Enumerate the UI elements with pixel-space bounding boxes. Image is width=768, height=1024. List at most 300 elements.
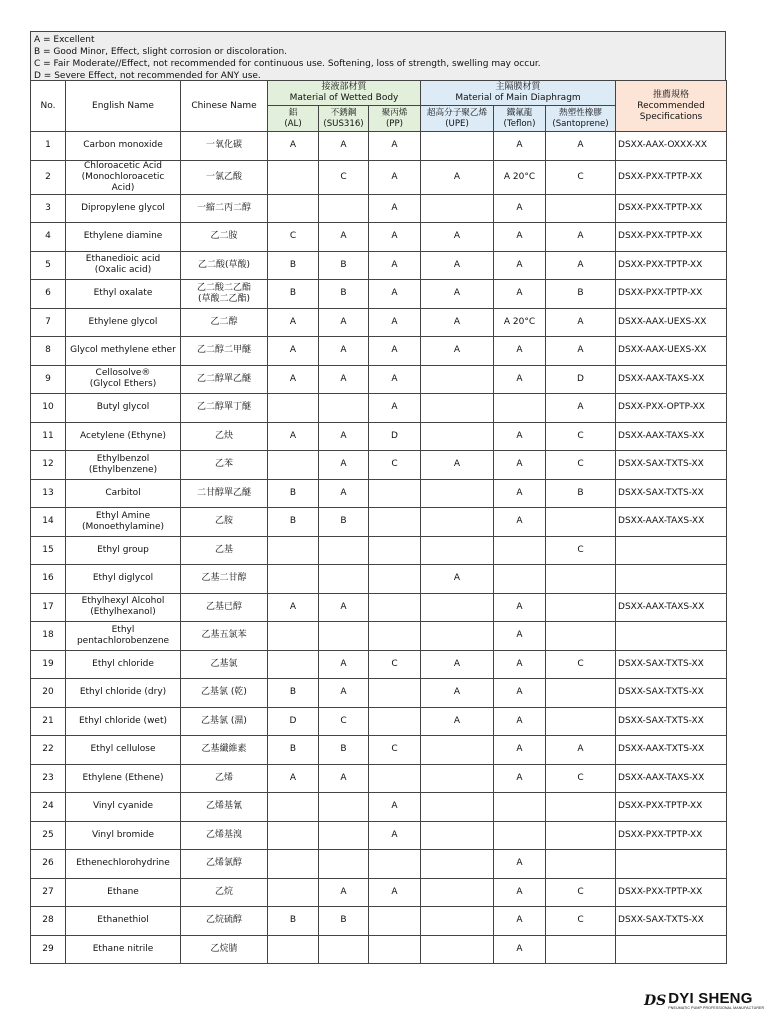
rating-al xyxy=(268,650,319,679)
rating-pp: D xyxy=(369,422,421,451)
row-number: 24 xyxy=(31,793,66,822)
rating-pp xyxy=(369,907,421,936)
english-name-line: Cellosolve® xyxy=(95,368,151,379)
rating-al xyxy=(268,451,319,480)
rating-teflon xyxy=(494,565,546,594)
english-name-line: (Ethylbenzene) xyxy=(88,464,158,475)
rating-santo: C xyxy=(546,878,616,907)
rating-sus: A xyxy=(319,132,369,161)
rating-upe xyxy=(421,479,494,508)
row-number: 6 xyxy=(31,280,66,309)
rating-al xyxy=(268,565,319,594)
table-row xyxy=(31,422,727,451)
table-row xyxy=(31,650,727,679)
chinese-name xyxy=(181,907,268,936)
recommended-spec: DSXX-PXX-TPTP-XX xyxy=(616,878,727,907)
header-rec-en2: Specifications xyxy=(639,111,703,122)
rating-al: A xyxy=(268,132,319,161)
rating-sus: B xyxy=(319,280,369,309)
row-number: 23 xyxy=(31,764,66,793)
recommended-spec: DSXX-PXX-TPTP-XX xyxy=(616,280,727,309)
chinese-name xyxy=(181,280,268,309)
row-number: 3 xyxy=(31,194,66,223)
rating-teflon: A xyxy=(494,907,546,936)
english-name-line: Ethyl group xyxy=(97,544,149,555)
rating-upe xyxy=(421,821,494,850)
english-name xyxy=(66,337,181,366)
english-name xyxy=(66,451,181,480)
rating-sus: B xyxy=(319,508,369,537)
legend-line-d: D = Severe Effect, not recommended for ANY use. xyxy=(34,71,261,81)
rating-upe xyxy=(421,850,494,879)
rating-al: A xyxy=(268,337,319,366)
recommended-spec: DSXX-AAX-UEXS-XX xyxy=(616,337,727,366)
recommended-spec: DSXX-AAX-TAXS-XX xyxy=(616,508,727,537)
rating-teflon: A 20°C xyxy=(494,308,546,337)
english-name xyxy=(66,160,181,194)
rating-sus: A xyxy=(319,308,369,337)
rating-pp: A xyxy=(369,821,421,850)
rating-upe xyxy=(421,365,494,394)
english-name xyxy=(66,223,181,252)
table-row xyxy=(31,223,727,252)
english-name xyxy=(66,736,181,765)
chinese-name xyxy=(181,850,268,879)
row-number: 5 xyxy=(31,251,66,280)
chinese-name xyxy=(181,223,268,252)
row-number: 21 xyxy=(31,707,66,736)
rating-santo: C xyxy=(546,764,616,793)
rating-santo xyxy=(546,679,616,708)
row-number: 17 xyxy=(31,593,66,622)
english-name xyxy=(66,793,181,822)
table-row xyxy=(31,479,727,508)
english-name-line: Chloroacetic Acid xyxy=(83,160,162,171)
chemical-compatibility-table xyxy=(30,80,727,964)
table-row xyxy=(31,365,727,394)
rating-teflon: A 20°C xyxy=(494,160,546,194)
rating-al: B xyxy=(268,251,319,280)
english-name xyxy=(66,365,181,394)
chinese-name-line: 乙基五氯苯 xyxy=(201,630,247,641)
chinese-name-line: 乙二酸(草酸) xyxy=(197,259,251,270)
rating-al xyxy=(268,850,319,879)
rating-teflon xyxy=(494,821,546,850)
row-number: 16 xyxy=(31,565,66,594)
rating-upe xyxy=(421,422,494,451)
table-row xyxy=(31,821,727,850)
header-material-upe xyxy=(421,106,494,132)
english-name-line: Ethylene (Ethene) xyxy=(82,772,164,783)
rating-teflon: A xyxy=(494,194,546,223)
english-name xyxy=(66,764,181,793)
recommended-spec: DSXX-PXX-TPTP-XX xyxy=(616,223,727,252)
rating-pp: A xyxy=(369,878,421,907)
table-row xyxy=(31,280,727,309)
rating-sus: B xyxy=(319,251,369,280)
chinese-name-line: 乙二酸二乙酯 xyxy=(196,282,251,293)
rating-sus xyxy=(319,536,369,565)
rating-teflon: A xyxy=(494,479,546,508)
rating-al: C xyxy=(268,223,319,252)
rating-santo: A xyxy=(546,132,616,161)
rating-upe xyxy=(421,194,494,223)
rating-pp: A xyxy=(369,793,421,822)
english-name xyxy=(66,850,181,879)
rating-sus xyxy=(319,935,369,964)
rating-santo xyxy=(546,508,616,537)
chinese-name-line: 乙烷硫醇 xyxy=(205,915,242,926)
rating-pp: A xyxy=(369,365,421,394)
header-rec-cn: 推薦規格 xyxy=(653,89,690,100)
english-name xyxy=(66,536,181,565)
row-number: 2 xyxy=(31,160,66,194)
rating-pp xyxy=(369,764,421,793)
english-name xyxy=(66,650,181,679)
chinese-name-line: 乙烯基溴 xyxy=(205,829,242,840)
material-cn: 超高分子聚乙烯 xyxy=(426,107,488,118)
rating-pp xyxy=(369,536,421,565)
chinese-name xyxy=(181,650,268,679)
table-row xyxy=(31,622,727,651)
rating-teflon: A xyxy=(494,365,546,394)
rating-upe xyxy=(421,132,494,161)
row-number: 13 xyxy=(31,479,66,508)
chinese-name-line: (草酸二乙酯) xyxy=(197,293,251,304)
rating-santo: B xyxy=(546,280,616,309)
recommended-spec: DSXX-SAX-TXTS-XX xyxy=(616,479,727,508)
row-number: 10 xyxy=(31,394,66,423)
rating-sus xyxy=(319,793,369,822)
rating-pp: C xyxy=(369,650,421,679)
rating-santo xyxy=(546,935,616,964)
material-cn: 聚丙烯 xyxy=(381,107,408,118)
chinese-name xyxy=(181,793,268,822)
rating-teflon: A xyxy=(494,280,546,309)
rating-santo xyxy=(546,593,616,622)
header-diaphragm-en: Material of Main Diaphragm xyxy=(455,93,581,103)
rating-sus xyxy=(319,622,369,651)
row-number: 7 xyxy=(31,308,66,337)
rating-teflon: A xyxy=(494,707,546,736)
chinese-name xyxy=(181,365,268,394)
rating-upe xyxy=(421,764,494,793)
recommended-spec: DSXX-AAX-UEXS-XX xyxy=(616,308,727,337)
english-name-line: (Monochloroacetic xyxy=(81,171,165,182)
english-name xyxy=(66,821,181,850)
english-name-line: Ethyl xyxy=(111,624,135,635)
row-number: 26 xyxy=(31,850,66,879)
english-name xyxy=(66,565,181,594)
english-name xyxy=(66,394,181,423)
rating-teflon: A xyxy=(494,593,546,622)
recommended-spec: DSXX-AAX-TAXS-XX xyxy=(616,365,727,394)
rating-pp: A xyxy=(369,394,421,423)
rating-santo: D xyxy=(546,365,616,394)
material-cn: 不銹鋼 xyxy=(330,107,357,118)
english-name-line: Ethylene diamine xyxy=(83,231,163,242)
rating-al xyxy=(268,160,319,194)
rating-pp xyxy=(369,850,421,879)
recommended-spec: DSXX-PXX-TPTP-XX xyxy=(616,160,727,194)
chinese-name-line: 乙二胺 xyxy=(210,231,238,242)
chinese-name xyxy=(181,736,268,765)
rating-teflon: A xyxy=(494,132,546,161)
rating-al: A xyxy=(268,764,319,793)
rating-pp: A xyxy=(369,160,421,194)
row-number: 18 xyxy=(31,622,66,651)
header-material-sus316 xyxy=(319,106,369,132)
english-name-line: Ethylhexyl Alcohol xyxy=(81,596,165,607)
english-name-line: (Glycol Ethers) xyxy=(89,379,157,390)
row-number: 27 xyxy=(31,878,66,907)
chinese-name-line: 乙烯氯醇 xyxy=(205,858,242,869)
material-en: (Santoprene) xyxy=(552,118,609,129)
chinese-name-line: 乙烷 xyxy=(214,886,233,897)
table-row xyxy=(31,394,727,423)
rating-sus: B xyxy=(319,736,369,765)
recommended-spec xyxy=(616,622,727,651)
rating-upe xyxy=(421,508,494,537)
recommended-spec: DSXX-PXX-TPTP-XX xyxy=(616,821,727,850)
chinese-name xyxy=(181,878,268,907)
english-name-line: Dipropylene glycol xyxy=(81,202,165,213)
recommended-spec: DSXX-SAX-TXTS-XX xyxy=(616,650,727,679)
rating-santo xyxy=(546,850,616,879)
header-material-teflon xyxy=(494,106,546,132)
rating-santo: C xyxy=(546,907,616,936)
rating-teflon: A xyxy=(494,508,546,537)
rating-al: A xyxy=(268,422,319,451)
rating-sus: A xyxy=(319,479,369,508)
chinese-name-line: 乙二醇單丁醚 xyxy=(196,402,251,413)
recommended-spec: DSXX-PXX-TPTP-XX xyxy=(616,793,727,822)
english-name-line: Carbitol xyxy=(105,487,141,498)
rating-sus: B xyxy=(319,907,369,936)
rating-pp: A xyxy=(369,337,421,366)
rating-sus: A xyxy=(319,650,369,679)
recommended-spec xyxy=(616,935,727,964)
row-number: 8 xyxy=(31,337,66,366)
row-number: 12 xyxy=(31,451,66,480)
rating-al xyxy=(268,394,319,423)
rating-teflon: A xyxy=(494,679,546,708)
rating-al: B xyxy=(268,508,319,537)
recommended-spec: DSXX-AAX-TAXS-XX xyxy=(616,593,727,622)
rating-upe xyxy=(421,593,494,622)
table-row xyxy=(31,337,727,366)
chinese-name-line: 一氯乙酸 xyxy=(205,171,242,182)
rating-sus: A xyxy=(319,422,369,451)
rating-upe xyxy=(421,935,494,964)
chinese-name xyxy=(181,935,268,964)
rating-pp xyxy=(369,565,421,594)
row-number: 22 xyxy=(31,736,66,765)
rating-santo: A xyxy=(546,251,616,280)
material-en: (SUS316) xyxy=(323,118,364,129)
chinese-name-line: 乙基 xyxy=(214,544,233,555)
header-diaphragm-cn: 主隔膜材質 xyxy=(495,82,541,92)
chinese-name xyxy=(181,160,268,194)
english-name-line: Ethyl chloride (dry) xyxy=(79,687,167,698)
chinese-name xyxy=(181,536,268,565)
rating-santo: A xyxy=(546,736,616,765)
table-row xyxy=(31,251,727,280)
rating-teflon: A xyxy=(494,337,546,366)
chinese-name-line: 乙苯 xyxy=(214,459,233,470)
rating-sus xyxy=(319,194,369,223)
table-row xyxy=(31,565,727,594)
row-number: 4 xyxy=(31,223,66,252)
rating-sus xyxy=(319,394,369,423)
chinese-name-line: 乙烷腈 xyxy=(210,943,238,954)
rating-teflon xyxy=(494,793,546,822)
rating-al xyxy=(268,878,319,907)
english-name xyxy=(66,593,181,622)
chinese-name-line: 乙二醇二甲醚 xyxy=(196,345,251,356)
chinese-name-line: 一縮二丙二醇 xyxy=(196,202,251,213)
recommended-spec: DSXX-AAX-TAXS-XX xyxy=(616,422,727,451)
rating-teflon xyxy=(494,394,546,423)
english-name-line: Acetylene (Ethyne) xyxy=(80,430,166,441)
rating-santo xyxy=(546,565,616,594)
english-name xyxy=(66,479,181,508)
english-name xyxy=(66,508,181,537)
rating-teflon: A xyxy=(494,422,546,451)
english-name-line: Carbon monoxide xyxy=(83,140,163,151)
row-number: 20 xyxy=(31,679,66,708)
rating-upe: A xyxy=(421,707,494,736)
header-main-diaphragm xyxy=(421,81,616,106)
rating-al: B xyxy=(268,479,319,508)
rating-santo: A xyxy=(546,337,616,366)
rating-al xyxy=(268,793,319,822)
rating-pp: A xyxy=(369,280,421,309)
rating-upe xyxy=(421,907,494,936)
rating-al xyxy=(268,536,319,565)
english-name-line: Ethane xyxy=(107,886,139,897)
chinese-name-line: 乙炔 xyxy=(214,430,233,441)
chinese-name-line: 乙基已醇 xyxy=(205,601,242,612)
logo-text xyxy=(668,991,764,1011)
rating-al xyxy=(268,821,319,850)
table-row xyxy=(31,308,727,337)
rating-santo: C xyxy=(546,451,616,480)
rating-teflon: A xyxy=(494,850,546,879)
chinese-name xyxy=(181,565,268,594)
rating-santo: C xyxy=(546,536,616,565)
chinese-name-line: 乙基纖維素 xyxy=(201,744,247,755)
chinese-name xyxy=(181,679,268,708)
table-row xyxy=(31,593,727,622)
english-name-line: Glycol methylene ether xyxy=(70,345,176,356)
chinese-name xyxy=(181,622,268,651)
english-name-line: (Oxalic acid) xyxy=(94,265,152,276)
english-name-line: Ethyl chloride xyxy=(92,658,154,669)
header-wetted-body xyxy=(268,81,421,106)
chinese-name xyxy=(181,593,268,622)
header-chinese-name: Chinese Name xyxy=(181,81,268,132)
english-name xyxy=(66,251,181,280)
header-material-al xyxy=(268,106,319,132)
table-row xyxy=(31,508,727,537)
chinese-name-line: 乙烯 xyxy=(214,772,233,783)
rating-pp: A xyxy=(369,308,421,337)
chinese-name-line: 乙烯基氰 xyxy=(205,801,242,812)
recommended-spec: DSXX-AAX-OXXX-XX xyxy=(616,132,727,161)
rating-sus: A xyxy=(319,451,369,480)
chinese-name xyxy=(181,451,268,480)
rating-sus: C xyxy=(319,707,369,736)
row-number: 11 xyxy=(31,422,66,451)
english-name-line: Ethylbenzol xyxy=(96,453,150,464)
rating-pp xyxy=(369,679,421,708)
rating-sus: A xyxy=(319,593,369,622)
legend-line-c: C = Fair Moderate//Effect, not recommended for continuous use. Softening, loss of strength, swelling may occur. xyxy=(34,59,541,69)
english-name-line: pentachlorobenzene xyxy=(76,635,170,646)
chinese-name-line: 二甘醇單乙醚 xyxy=(196,487,251,498)
english-name xyxy=(66,679,181,708)
rating-teflon: A xyxy=(494,736,546,765)
rating-sus: A xyxy=(319,365,369,394)
english-name-line: (Ethylhexanol) xyxy=(90,607,156,618)
english-name xyxy=(66,132,181,161)
table-row xyxy=(31,793,727,822)
rating-teflon: A xyxy=(494,622,546,651)
header-wetted-en: Material of Wetted Body xyxy=(289,93,399,103)
english-name-line: (Monoethylamine) xyxy=(81,521,165,532)
rating-teflon: A xyxy=(494,935,546,964)
rating-al: B xyxy=(268,907,319,936)
rating-sus: A xyxy=(319,337,369,366)
rating-sus: A xyxy=(319,679,369,708)
material-en: (AL) xyxy=(284,118,302,129)
recommended-spec: DSXX-SAX-TXTS-XX xyxy=(616,907,727,936)
logo-name: DYI SHENG xyxy=(668,990,753,1007)
english-name xyxy=(66,935,181,964)
rating-al xyxy=(268,935,319,964)
english-name xyxy=(66,194,181,223)
rating-teflon: A xyxy=(494,650,546,679)
rating-legend xyxy=(30,31,726,80)
rating-teflon: A xyxy=(494,223,546,252)
logo-mark: DS xyxy=(644,993,667,1009)
rating-upe: A xyxy=(421,160,494,194)
table-row xyxy=(31,935,727,964)
rating-upe xyxy=(421,736,494,765)
english-name-line: Ethanethiol xyxy=(97,915,149,926)
english-name xyxy=(66,878,181,907)
header-material-pp xyxy=(369,106,421,132)
rating-santo xyxy=(546,821,616,850)
chinese-name xyxy=(181,308,268,337)
rating-pp xyxy=(369,508,421,537)
dyi-sheng-logo xyxy=(644,990,764,1012)
recommended-spec xyxy=(616,565,727,594)
rating-pp: C xyxy=(369,736,421,765)
recommended-spec xyxy=(616,850,727,879)
rating-teflon: A xyxy=(494,451,546,480)
rating-teflon: A xyxy=(494,878,546,907)
rating-teflon xyxy=(494,536,546,565)
rating-santo: C xyxy=(546,650,616,679)
rating-upe xyxy=(421,536,494,565)
english-name-line: Butyl glycol xyxy=(96,402,150,413)
english-name-line: Ethyl Amine xyxy=(95,510,151,521)
english-name xyxy=(66,707,181,736)
legend-line-b: B = Good Minor, Effect, slight corrosion or discoloration. xyxy=(34,47,288,57)
rating-sus: A xyxy=(319,878,369,907)
